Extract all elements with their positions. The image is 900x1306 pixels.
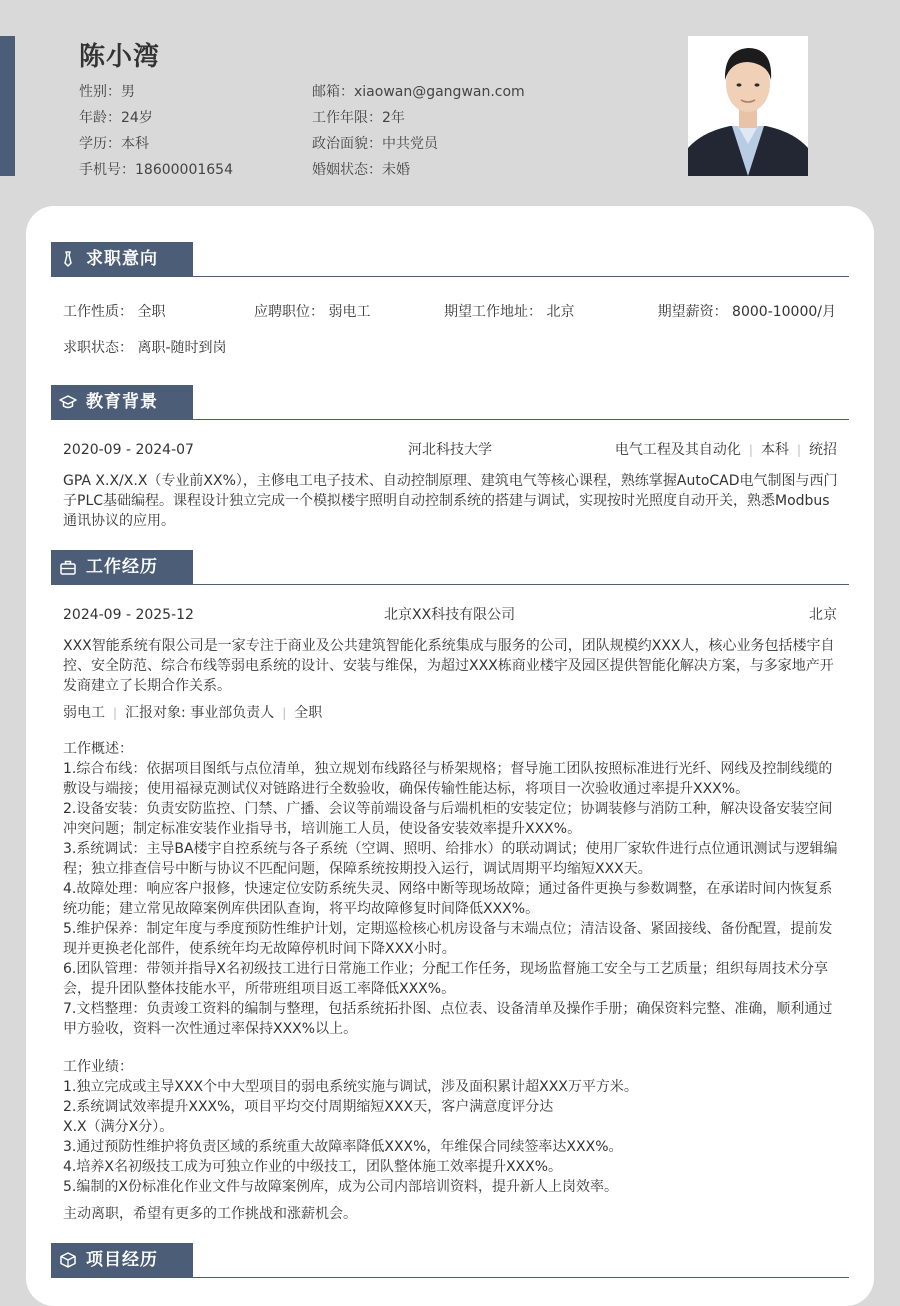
overview-item: 3.系统调试：主导BA楼宇自控系统与各子系统（空调、照明、给排水）的联动调试；使用厂家软件进行点位通讯测试与逻辑编程；独立排查信号中断与协议不匹配问题，保障系统按期投入运行，调试周期平均缩短XXX天。: [63, 841, 838, 877]
section-intent-title: 求职意向: [86, 249, 158, 269]
resume-card: [26, 206, 874, 1306]
candidate-name: 陈小湾: [79, 42, 161, 72]
work-report-to: 汇报对象: 事业部负责人: [125, 705, 275, 721]
overview-item: 5.维护保养：制定年度与季度预防性维护计划，定期巡检核心机房设备与末端点位；清洁设备、紧固接线、备份配置，提前发现并更换老化部件，使系统年均无故障停机时间下降XXX小时。: [63, 921, 833, 957]
separator: |: [748, 443, 753, 457]
work-overview: [63, 739, 839, 1039]
section-work-tab: [51, 550, 193, 584]
education-period: 2020-09 - 2024-07: [63, 442, 194, 458]
intent-position: 应聘职位： 弱电工: [254, 304, 371, 320]
work-overview-title: 工作概述：: [63, 741, 133, 757]
section-work-title: 工作经历: [86, 557, 158, 577]
tie-icon: [59, 250, 77, 268]
achievement-item: 4.培养X名初级技工成为可独立作业的中级技工，团队整体施工效率提升XXX%。: [63, 1159, 563, 1175]
section-intent-tab: [51, 242, 193, 276]
work-company: 北京XX科技有限公司: [384, 607, 516, 623]
work-role-line: [63, 703, 322, 723]
info-gender: 性别：男: [79, 84, 135, 100]
info-email: 邮箱：xiaowan@gangwan.com: [312, 84, 525, 100]
education-school: 河北科技大学: [408, 442, 492, 458]
info-phone: 手机号：18600001654: [79, 162, 233, 178]
info-political-status: 政治面貌：中共党员: [312, 136, 438, 152]
work-city: 北京: [809, 607, 837, 623]
section-work-header: [51, 550, 849, 585]
education-mode: 统招: [809, 442, 837, 458]
profile-photo: [688, 36, 808, 176]
left-accent-bar: [0, 36, 15, 176]
work-role: 弱电工: [63, 705, 105, 721]
section-intent-header: [51, 242, 849, 277]
graduation-cap-icon: [59, 393, 77, 411]
separator: |: [113, 706, 118, 720]
section-project-header: [51, 1243, 849, 1278]
education-major: 电气工程及其自动化: [614, 442, 741, 458]
overview-item: 4.故障处理：响应客户报修，快速定位安防系统失灵、网络中断等现场故障；通过备件更换与参数调整，在承诺时间内恢复系统功能；建立常见故障案例库供团队查询，将平均故障修复时间降低XXX%。: [63, 881, 833, 917]
achievement-item: 3.通过预防性维护将负责区域的系统重大故障率降低XXX%，年维保合同续签率达XXX%。: [63, 1139, 623, 1155]
info-age: 年龄：24岁: [79, 110, 153, 126]
separator: |: [796, 443, 801, 457]
cube-icon: [59, 1251, 77, 1269]
work-achievements: [63, 1057, 839, 1197]
section-education-tab: [51, 385, 193, 419]
info-education: 学历：本科: [79, 136, 149, 152]
section-education-title: 教育背景: [86, 392, 158, 412]
achievement-item: X.X（满分X分）。: [63, 1119, 174, 1135]
achievement-item: 1.独立完成或主导XXX个中大型项目的弱电系统实施与调试，涉及面积累计超XXX万平方米。: [63, 1079, 638, 1095]
intent-salary: 期望薪资： 8000-10000/月: [657, 304, 836, 320]
overview-item: 1.综合布线：依据项目图纸与点位清单，独立规划布线路径与桥架规格；督导施工团队按照标准进行光纤、网线及控制线缆的敷设与端接；使用福禄克测试仪对链路进行全数验收，确保传输性能达标，将项目一次验收通过率提升XXX%。: [63, 761, 833, 797]
work-period: 2024-09 - 2025-12: [63, 607, 194, 623]
work-leave-reason: 主动离职，希望有更多的工作挑战和涨薪机会。: [63, 1206, 357, 1222]
separator: |: [282, 706, 287, 720]
info-work-years: 工作年限：2年: [312, 110, 405, 126]
work-job-type: 全职: [294, 705, 323, 721]
overview-item: 7.文档整理：负责竣工资料的编制与整理，包括系统拓扑图、点位表、设备清单及操作手册；确保资料完整、准确，顺利通过甲方验收，资料一次性通过率保持XXX%以上。: [63, 1001, 833, 1037]
briefcase-icon: [59, 558, 77, 576]
work-achievements-title: 工作业绩：: [63, 1059, 133, 1075]
intent-location: 期望工作地址： 北京: [444, 304, 575, 320]
overview-item: 6.团队管理：带领并指导X名初级技工进行日常施工作业；分配工作任务，现场监督施工安全与工艺质量；组织每周技术分享会，提升团队整体技能水平，所带班组项目返工率降低XXX%。: [63, 961, 828, 997]
intent-status: 求职状态： 离职-随时到岗: [63, 340, 227, 356]
section-project-tab: [51, 1243, 193, 1277]
achievement-item: 5.编制的X份标准化作业文件与故障案例库，成为公司内部培训资料，提升新人上岗效率。: [63, 1179, 618, 1195]
education-degree: 本科: [760, 442, 789, 458]
work-company-intro: XXX智能系统有限公司是一家专注于商业及公共建筑智能化系统集成与服务的公司，团队规模约XXX人，核心业务包括楼宇自控、安全防范、综合布线等弱电系统的设计、安装与维保，为超过XXX栋商业楼宇及园区提供智能化解决方案，与多家地产开发商建立了长期合作关系。: [63, 638, 835, 694]
overview-item: 2.设备安装：负责安防监控、门禁、广播、会议等前端设备与后端机柜的安装定位；协调装修与消防工种，解决设备安装空间冲突问题；制定标准安装作业指导书，培训施工人员，使设备安装效率提升XXX%。: [63, 801, 833, 837]
section-project-title: 项目经历: [86, 1250, 158, 1270]
education-description: GPA X.X/X.X（专业前XX%），主修电工电子技术、自动控制原理、建筑电气等核心课程，熟练掌握AutoCAD电气制图与西门子PLC基础编程。课程设计独立完成一个模拟楼宇照明自动控制系统的搭建与调试，实现按时光照度自动开关，熟悉Modbus通讯协议的应用。: [63, 473, 838, 529]
intent-work-type: 工作性质： 全职: [63, 304, 166, 320]
education-details: [615, 440, 837, 460]
section-education-header: [51, 385, 849, 420]
achievement-item: 2.系统调试效率提升XXX%，项目平均交付周期缩短XXX天，客户满意度评分达: [63, 1099, 554, 1115]
info-marital-status: 婚姻状态：未婚: [312, 162, 410, 178]
